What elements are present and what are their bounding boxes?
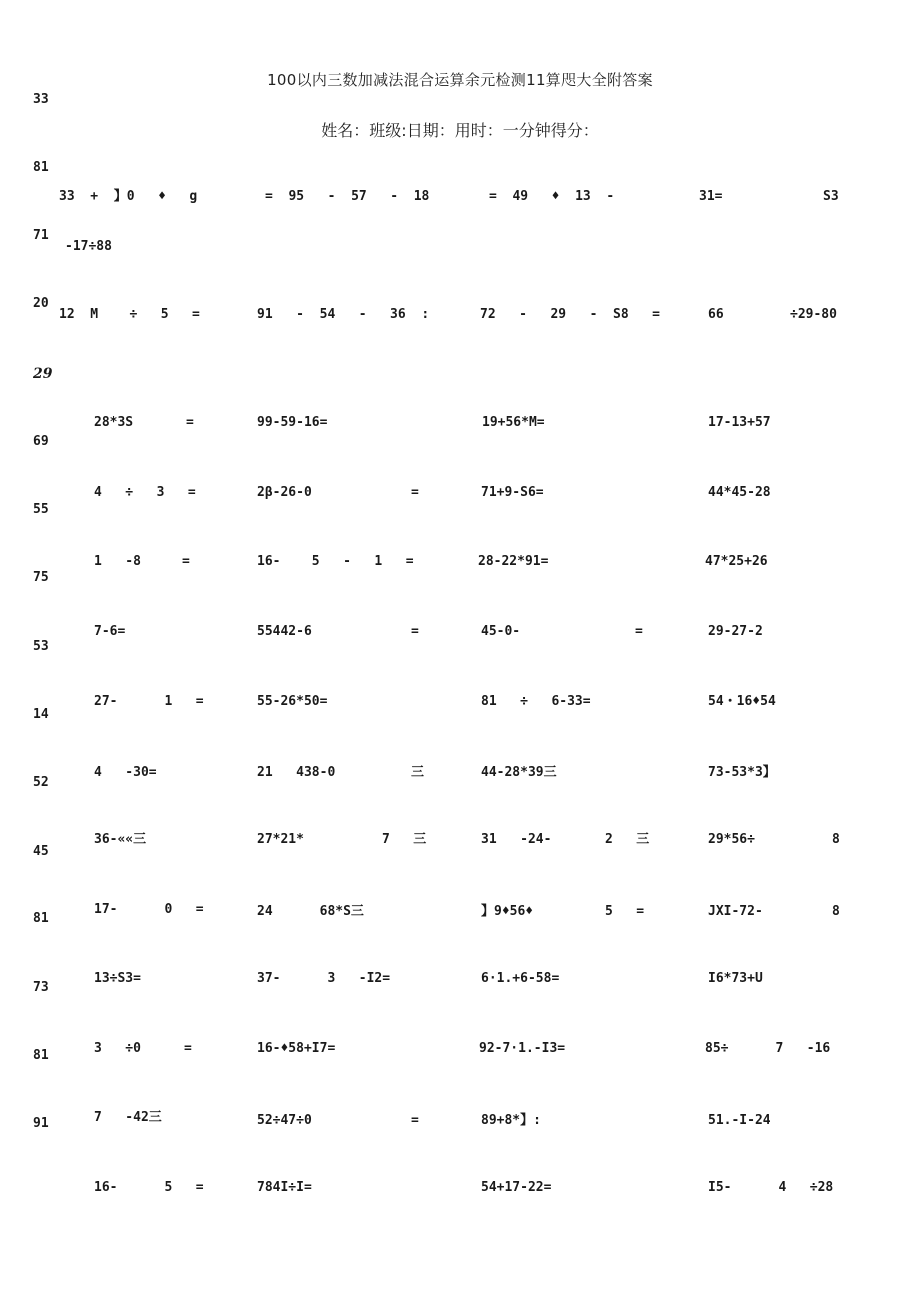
problem-cell: 91 - 54 - 36 : xyxy=(257,307,430,322)
problem-cell: 28-22*91= xyxy=(478,554,549,569)
problem-cell: 33 + 】0 ♦ g xyxy=(59,189,198,204)
margin-number: 81 xyxy=(33,160,49,175)
problem-cell: 7 -42三 xyxy=(94,1110,162,1125)
margin-number: 75 xyxy=(33,570,49,585)
problem-cell: 1 -8 xyxy=(94,554,141,569)
problem-cell: 47*25+26 xyxy=(705,554,768,569)
margin-number: 14 xyxy=(33,707,49,722)
problem-cell: 99-59-16= xyxy=(257,415,328,430)
problem-cell: 31= xyxy=(699,189,723,204)
margin-number: 53 xyxy=(33,639,49,654)
problem-cell: = xyxy=(411,1113,419,1128)
problem-cell: JXI-72- xyxy=(708,904,763,919)
problem-cell: 24 68*S三 xyxy=(257,904,364,919)
problem-cell: 92-7·1.-I3= xyxy=(479,1041,566,1056)
problem-cell: = 95 - 57 - 18 xyxy=(265,189,430,204)
student-info-line: 姓名：班级:日期：用时：一分钟得分： xyxy=(321,121,599,140)
problem-cell: = xyxy=(411,485,419,500)
problem-cell: 16-♦58+I7= xyxy=(257,1041,336,1056)
margin-number: 91 xyxy=(33,1116,49,1131)
margin-number: 81 xyxy=(33,1048,49,1063)
problem-cell: 13÷S3= xyxy=(94,971,141,986)
problem-cell: 2β-26-0 xyxy=(257,485,312,500)
problem-cell: 45-0- xyxy=(481,624,521,639)
problem-cell: 37- 3 -I2= xyxy=(257,971,391,986)
problem-cell: 27- 1 = xyxy=(94,694,204,709)
problem-cell: 44-28*39三 xyxy=(481,765,557,780)
problem-cell: 3 ÷0 xyxy=(94,1041,141,1056)
margin-number: 73 xyxy=(33,980,49,995)
problem-cell: 16- 5 - 1 = xyxy=(257,554,414,569)
problem-cell: 51.-I-24 xyxy=(708,1113,771,1128)
problem-cell: = 49 ♦ 13 - xyxy=(489,189,615,204)
problem-cell: S3 xyxy=(823,189,839,204)
margin-number: 20 xyxy=(33,296,49,311)
margin-number: 29 xyxy=(33,366,53,382)
problem-cell: 三 xyxy=(411,765,425,780)
margin-number: 69 xyxy=(33,434,49,449)
problem-cell: 55442-6 xyxy=(257,624,312,639)
margin-number: 55 xyxy=(33,502,49,517)
problem-cell: 17-13+57 xyxy=(708,415,771,430)
problem-cell: 31 -24- xyxy=(481,832,552,847)
problem-cell: -17÷88 xyxy=(65,239,112,254)
problem-cell: 12 M ÷ 5 = xyxy=(59,307,200,322)
problem-cell: 16- 5 = xyxy=(94,1180,204,1195)
margin-number: 52 xyxy=(33,775,49,790)
problem-cell: 8 xyxy=(832,832,840,847)
page-title: 100以内三数加减法混合运算余元检测11算咫大全附答案 xyxy=(267,71,653,89)
problem-cell: 8 xyxy=(832,904,840,919)
problem-cell: 7 三 xyxy=(382,832,427,847)
problem-cell: 81 ÷ 6-33= xyxy=(481,694,591,709)
problem-cell: 4 ÷ 3 = xyxy=(94,485,196,500)
margin-number: 45 xyxy=(33,844,49,859)
problem-cell: 71+9-S6= xyxy=(481,485,544,500)
problem-cell: 36-««三 xyxy=(94,832,147,847)
problem-cell: 2 三 xyxy=(605,832,650,847)
problem-cell: 28*3S xyxy=(94,415,134,430)
problem-cell: = xyxy=(411,624,419,639)
problem-cell: 27*21* xyxy=(257,832,304,847)
problem-cell: ÷29-80 xyxy=(790,307,837,322)
problem-cell: 54+17-22= xyxy=(481,1180,552,1195)
problem-cell: = xyxy=(635,624,643,639)
margin-number: 81 xyxy=(33,911,49,926)
problem-cell: 784I÷I= xyxy=(257,1180,312,1195)
problem-cell: 52÷47÷0 xyxy=(257,1113,312,1128)
problem-cell: 7-6= xyxy=(94,624,126,639)
problem-cell: 73-53*3】 xyxy=(708,765,776,780)
problem-cell: 89+8*】: xyxy=(481,1113,541,1128)
margin-number: 71 xyxy=(33,228,49,243)
problem-cell: 5 = xyxy=(605,904,645,919)
problem-cell: 72 - 29 - S8 = xyxy=(480,307,661,322)
problem-cell: 44*45-28 xyxy=(708,485,771,500)
problem-cell: 21 438-0 xyxy=(257,765,336,780)
problem-cell: 19+56*M= xyxy=(482,415,545,430)
problem-cell: = xyxy=(182,554,190,569)
problem-cell: 4 -30= xyxy=(94,765,157,780)
problem-cell: 17- 0 = xyxy=(94,902,204,917)
problem-cell: 29-27-2 xyxy=(708,624,763,639)
problem-cell: 85÷ 7 -16 xyxy=(705,1041,831,1056)
problem-cell: 6·1.+6-58= xyxy=(481,971,560,986)
problem-cell: 66 xyxy=(708,307,724,322)
problem-cell: 54・16♦54 xyxy=(708,694,776,709)
problem-cell: 55-26*50= xyxy=(257,694,328,709)
problem-cell: 29*56÷ xyxy=(708,832,755,847)
problem-cell: = xyxy=(184,1041,192,1056)
problem-cell: I6*73+U xyxy=(708,971,763,986)
margin-number: 33 xyxy=(33,92,49,107)
problem-cell: = xyxy=(186,415,194,430)
problem-cell: I5- 4 ÷28 xyxy=(708,1180,834,1195)
problem-cell: 】9♦56♦ xyxy=(481,904,534,919)
